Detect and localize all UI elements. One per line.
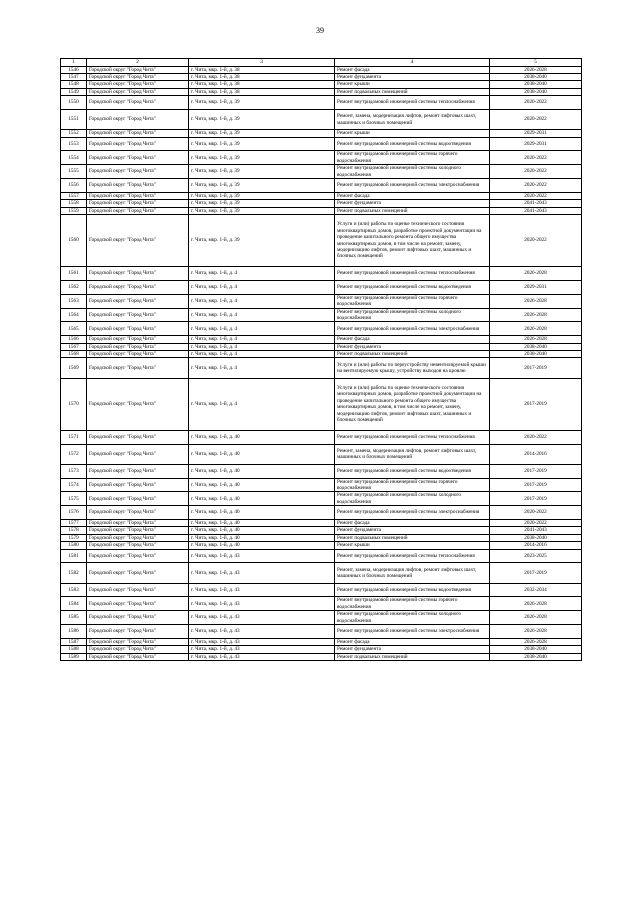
- address-cell: г. Чита, мкр. 1-й, д. 38: [189, 81, 335, 88]
- address-cell: г. Чита, мкр. 1-й, д. 39: [189, 192, 335, 199]
- table-row: [61, 542, 582, 549]
- municipality-cell: Городской округ "Город Чита": [87, 519, 189, 526]
- municipality-cell: Городской округ "Город Чита": [87, 378, 189, 430]
- municipality-cell: Городской округ "Город Чита": [87, 192, 189, 199]
- row-number-cell: 1553: [61, 137, 87, 151]
- period-cell: 2032-2034: [490, 583, 582, 597]
- municipality-cell: Городской округ "Город Чита": [87, 151, 189, 165]
- table-row: [61, 200, 582, 207]
- address-cell: г. Чита, мкр. 1-й, д. 39: [189, 207, 335, 214]
- address-cell: г. Чита, мкр. 1-й, д. 40: [189, 430, 335, 444]
- municipality-cell: Городской округ "Город Чита": [87, 294, 189, 308]
- work-type-cell: Ремонт подвальных помещений: [335, 653, 490, 660]
- row-number-cell: 1548: [61, 81, 87, 88]
- row-number-cell: 1554: [61, 151, 87, 165]
- municipality-cell: Городской округ "Город Чита": [87, 66, 189, 73]
- work-type-cell: Ремонт внутридомовой инженерной системы теплоснабжения: [335, 549, 490, 563]
- column-header: 1: [61, 59, 87, 67]
- table-row: [61, 88, 582, 95]
- address-cell: г. Чита, мкр. 1-й, д. 39: [189, 214, 335, 266]
- period-cell: 2017-2019: [490, 358, 582, 378]
- row-number-cell: 1574: [61, 478, 87, 492]
- municipality-cell: Городской округ "Город Чита": [87, 534, 189, 541]
- table-row: [61, 430, 582, 444]
- table-row: [61, 646, 582, 653]
- period-cell: 2038-2040: [490, 88, 582, 95]
- work-type-cell: Ремонт внутридомовой инженерной системы холодного водоснабжения: [335, 492, 490, 506]
- column-header: 2: [87, 59, 189, 67]
- work-type-cell: Ремонт крыши: [335, 130, 490, 137]
- address-cell: г. Чита, мкр. 1-й, д. 39: [189, 151, 335, 165]
- work-type-cell: Ремонт фасада: [335, 336, 490, 343]
- municipality-cell: Городской округ "Город Чита": [87, 597, 189, 611]
- address-cell: г. Чита, мкр. 1-й, д. 4: [189, 308, 335, 322]
- work-type-cell: Ремонт, замена, модернизация лифтов, ремонт лифтовых шахт, машинных и блочных помещений: [335, 444, 490, 464]
- row-number-cell: 1555: [61, 165, 87, 179]
- municipality-cell: Городской округ "Город Чита": [87, 130, 189, 137]
- period-cell: 2026-2028: [490, 624, 582, 638]
- municipality-cell: Городской округ "Город Чита": [87, 280, 189, 294]
- work-type-cell: Ремонт внутридомовой инженерной системы холодного водоснабжения: [335, 611, 490, 625]
- work-type-cell: Ремонт подвальных помещений: [335, 350, 490, 357]
- table-row: [61, 109, 582, 129]
- address-cell: г. Чита, мкр. 1-й, д. 4: [189, 336, 335, 343]
- table-row: [61, 358, 582, 378]
- address-cell: г. Чита, мкр. 1-й, д. 4: [189, 322, 335, 336]
- municipality-cell: Городской округ "Город Чита": [87, 308, 189, 322]
- address-cell: г. Чита, мкр. 1-й, д. 4: [189, 294, 335, 308]
- period-cell: 2017-2019: [490, 464, 582, 478]
- table-row: [61, 583, 582, 597]
- period-cell: 2026-2028: [490, 336, 582, 343]
- table-row: [61, 322, 582, 336]
- column-header: 3: [189, 59, 335, 67]
- period-cell: 2020-2022: [490, 109, 582, 129]
- period-cell: 2020-2022: [490, 506, 582, 520]
- work-type-cell: Ремонт внутридомовой инженерной системы горячего водоснабжения: [335, 597, 490, 611]
- period-cell: 2020-2022: [490, 165, 582, 179]
- work-type-cell: Ремонт фасада: [335, 519, 490, 526]
- row-number-cell: 1557: [61, 192, 87, 199]
- table-row: [61, 527, 582, 534]
- period-cell: 2020-2022: [490, 192, 582, 199]
- work-type-cell: Ремонт, замена, модернизация лифтов, ремонт лифтовых шахт, машинных и блочных помещений: [335, 563, 490, 583]
- row-number-cell: 1563: [61, 294, 87, 308]
- period-cell: 2026-2028: [490, 638, 582, 645]
- period-cell: 2017-2019: [490, 492, 582, 506]
- table-row: [61, 506, 582, 520]
- table-row: [61, 214, 582, 266]
- row-number-cell: 1589: [61, 653, 87, 660]
- row-number-cell: 1577: [61, 519, 87, 526]
- municipality-cell: Городской округ "Город Чита": [87, 200, 189, 207]
- row-number-cell: 1547: [61, 73, 87, 80]
- municipality-cell: Городской округ "Город Чита": [87, 81, 189, 88]
- table-body: [61, 66, 582, 661]
- row-number-cell: 1559: [61, 207, 87, 214]
- address-cell: г. Чита, мкр. 1-й, д. 40: [189, 444, 335, 464]
- table-row: [61, 549, 582, 563]
- address-cell: г. Чита, мкр. 1-й, д. 38: [189, 88, 335, 95]
- row-number-cell: 1584: [61, 597, 87, 611]
- row-number-cell: 1572: [61, 444, 87, 464]
- address-cell: г. Чита, мкр. 1-й, д. 43: [189, 549, 335, 563]
- municipality-cell: Городской округ "Город Чита": [87, 444, 189, 464]
- municipality-cell: Городской округ "Город Чита": [87, 638, 189, 645]
- municipality-cell: Городской округ "Город Чита": [87, 583, 189, 597]
- municipality-cell: Городской округ "Город Чита": [87, 207, 189, 214]
- row-number-cell: 1564: [61, 308, 87, 322]
- work-type-cell: Ремонт фундамента: [335, 200, 490, 207]
- municipality-cell: Городской округ "Город Чита": [87, 549, 189, 563]
- work-type-cell: Ремонт фундамента: [335, 646, 490, 653]
- period-cell: 2026-2028: [490, 611, 582, 625]
- address-cell: г. Чита, мкр. 1-й, д. 4: [189, 267, 335, 281]
- address-cell: г. Чита, мкр. 1-й, д. 40: [189, 464, 335, 478]
- work-type-cell: Ремонт внутридомовой инженерной системы теплоснабжения: [335, 430, 490, 444]
- table-row: [61, 280, 582, 294]
- address-cell: г. Чита, мкр. 1-й, д. 43: [189, 611, 335, 625]
- address-cell: г. Чита, мкр. 1-й, д. 38: [189, 66, 335, 73]
- address-cell: г. Чита, мкр. 1-й, д. 40: [189, 527, 335, 534]
- table-row: [61, 492, 582, 506]
- period-cell: 2038-2040: [490, 646, 582, 653]
- address-cell: г. Чита, мкр. 1-й, д. 39: [189, 165, 335, 179]
- row-number-cell: 1560: [61, 214, 87, 266]
- row-number-cell: 1583: [61, 583, 87, 597]
- table-row: [61, 653, 582, 660]
- row-number-cell: 1567: [61, 343, 87, 350]
- column-header: 5: [490, 59, 582, 67]
- period-cell: 2017-2019: [490, 563, 582, 583]
- municipality-cell: Городской округ "Город Чита": [87, 430, 189, 444]
- row-number-cell: 1586: [61, 624, 87, 638]
- municipality-cell: Городской округ "Город Чита": [87, 506, 189, 520]
- work-type-cell: Ремонт внутридомовой инженерной системы горячего водоснабжения: [335, 151, 490, 165]
- period-cell: 2041-2043: [490, 200, 582, 207]
- row-number-cell: 1587: [61, 638, 87, 645]
- municipality-cell: Городской округ "Город Чита": [87, 492, 189, 506]
- table-row: [61, 137, 582, 151]
- period-cell: 2041-2043: [490, 527, 582, 534]
- municipality-cell: Городской округ "Город Чита": [87, 646, 189, 653]
- work-type-cell: Ремонт подвальных помещений: [335, 207, 490, 214]
- period-cell: 2014-2016: [490, 542, 582, 549]
- row-number-cell: 1546: [61, 66, 87, 73]
- row-number-cell: 1552: [61, 130, 87, 137]
- table-row: [61, 624, 582, 638]
- row-number-cell: 1582: [61, 563, 87, 583]
- table-row: [61, 130, 582, 137]
- work-type-cell: Ремонт внутридомовой инженерной системы горячего водоснабжения: [335, 294, 490, 308]
- period-cell: 2014-2016: [490, 444, 582, 464]
- period-cell: 2020-2022: [490, 430, 582, 444]
- address-cell: г. Чита, мкр. 1-й, д. 40: [189, 506, 335, 520]
- period-cell: 2026-2028: [490, 267, 582, 281]
- period-cell: 2041-2043: [490, 207, 582, 214]
- work-type-cell: Ремонт внутридомовой инженерной системы электроснабжения: [335, 506, 490, 520]
- address-cell: г. Чита, мкр. 1-й, д. 39: [189, 200, 335, 207]
- row-number-cell: 1550: [61, 96, 87, 110]
- table-row: [61, 207, 582, 214]
- table-row: [61, 267, 582, 281]
- period-cell: 2038-2040: [490, 73, 582, 80]
- row-number-cell: 1570: [61, 378, 87, 430]
- work-type-cell: Ремонт внутридомовой инженерной системы теплоснабжения: [335, 96, 490, 110]
- table-row: [61, 378, 582, 430]
- address-cell: г. Чита, мкр. 1-й, д. 43: [189, 646, 335, 653]
- municipality-cell: Городской округ "Город Чита": [87, 178, 189, 192]
- address-cell: г. Чита, мкр. 1-й, д. 4: [189, 358, 335, 378]
- table-row: [61, 151, 582, 165]
- table-row: [61, 96, 582, 110]
- address-cell: г. Чита, мкр. 1-й, д. 43: [189, 653, 335, 660]
- address-cell: г. Чита, мкр. 1-й, д. 4: [189, 280, 335, 294]
- work-type-cell: Услуги и (или) работы по оценке технического состояния многоквартирных домов, разработке проектной документации на проведение капитального ремонта общего имущества многоквартирных домов, в том числе на ремонт, замену, модернизацию лифтов, ремонт лифтовых шахт, машинных и блочных помещений: [335, 214, 490, 266]
- address-cell: г. Чита, мкр. 1-й, д. 40: [189, 492, 335, 506]
- municipality-cell: Городской округ "Город Чита": [87, 96, 189, 110]
- work-type-cell: Ремонт фасада: [335, 192, 490, 199]
- row-number-cell: 1588: [61, 646, 87, 653]
- work-type-cell: Ремонт внутридомовой инженерной системы водоотведения: [335, 464, 490, 478]
- period-cell: 2029-2031: [490, 137, 582, 151]
- row-number-cell: 1573: [61, 464, 87, 478]
- address-cell: г. Чита, мкр. 1-й, д. 43: [189, 638, 335, 645]
- address-cell: г. Чита, мкр. 1-й, д. 43: [189, 624, 335, 638]
- municipality-cell: Городской округ "Город Чита": [87, 358, 189, 378]
- period-cell: 2038-2040: [490, 534, 582, 541]
- address-cell: г. Чита, мкр. 1-й, д. 43: [189, 597, 335, 611]
- municipality-cell: Городской округ "Город Чита": [87, 137, 189, 151]
- municipality-cell: Городской округ "Город Чита": [87, 542, 189, 549]
- work-type-cell: Ремонт внутридомовой инженерной системы электроснабжения: [335, 178, 490, 192]
- period-cell: 2020-2022: [490, 178, 582, 192]
- address-cell: г. Чита, мкр. 1-й, д. 43: [189, 563, 335, 583]
- table-row: [61, 444, 582, 464]
- row-number-cell: 1562: [61, 280, 87, 294]
- work-type-cell: Ремонт фундамента: [335, 343, 490, 350]
- table-row: [61, 343, 582, 350]
- column-header: 4: [335, 59, 490, 67]
- row-number-cell: 1556: [61, 178, 87, 192]
- address-cell: г. Чита, мкр. 1-й, д. 40: [189, 478, 335, 492]
- row-number-cell: 1568: [61, 350, 87, 357]
- work-type-cell: Ремонт внутридомовой инженерной системы теплоснабжения: [335, 267, 490, 281]
- table-row: [61, 81, 582, 88]
- address-cell: г. Чита, мкр. 1-й, д. 40: [189, 534, 335, 541]
- period-cell: 2038-2040: [490, 81, 582, 88]
- table-row: [61, 478, 582, 492]
- table-row: [61, 464, 582, 478]
- row-number-cell: 1561: [61, 267, 87, 281]
- table-row: [61, 638, 582, 645]
- row-number-cell: 1579: [61, 534, 87, 541]
- row-number-cell: 1576: [61, 506, 87, 520]
- work-type-cell: Ремонт крыши: [335, 542, 490, 549]
- municipality-cell: Городской округ "Город Чита": [87, 343, 189, 350]
- work-type-cell: Ремонт крыши: [335, 81, 490, 88]
- work-type-cell: Ремонт внутридомовой инженерной системы холодного водоснабжения: [335, 308, 490, 322]
- period-cell: 2026-2028: [490, 66, 582, 73]
- address-cell: г. Чита, мкр. 1-й, д. 4: [189, 350, 335, 357]
- work-type-cell: Услуги и (или) работы по переустройству невентилируемой крыши на вентилируемую крышу, устройству выходов на кровлю: [335, 358, 490, 378]
- registry-table: [60, 58, 582, 661]
- municipality-cell: Городской округ "Город Чита": [87, 109, 189, 129]
- municipality-cell: Городской округ "Город Чита": [87, 624, 189, 638]
- row-number-cell: 1569: [61, 358, 87, 378]
- table-row: [61, 192, 582, 199]
- table-row: [61, 597, 582, 611]
- address-cell: г. Чита, мкр. 1-й, д. 39: [189, 130, 335, 137]
- table-row: [61, 73, 582, 80]
- period-cell: 2029-2031: [490, 130, 582, 137]
- work-type-cell: Ремонт фасада: [335, 638, 490, 645]
- row-number-cell: 1558: [61, 200, 87, 207]
- table-row: [61, 519, 582, 526]
- address-cell: г. Чита, мкр. 1-й, д. 4: [189, 378, 335, 430]
- row-number-cell: 1565: [61, 322, 87, 336]
- address-cell: г. Чита, мкр. 1-й, д. 39: [189, 96, 335, 110]
- row-number-cell: 1585: [61, 611, 87, 625]
- period-cell: 2026-2028: [490, 294, 582, 308]
- row-number-cell: 1578: [61, 527, 87, 534]
- work-type-cell: Ремонт, замена, модернизация лифтов, ремонт лифтовых шахт, машинных и блочных помещений: [335, 109, 490, 129]
- address-cell: г. Чита, мкр. 1-й, д. 43: [189, 583, 335, 597]
- municipality-cell: Городской округ "Город Чита": [87, 322, 189, 336]
- municipality-cell: Городской округ "Город Чита": [87, 165, 189, 179]
- address-cell: г. Чита, мкр. 1-й, д. 38: [189, 73, 335, 80]
- municipality-cell: Городской округ "Город Чита": [87, 336, 189, 343]
- period-cell: 2020-2022: [490, 151, 582, 165]
- period-cell: 2026-2028: [490, 322, 582, 336]
- table-row: [61, 534, 582, 541]
- address-cell: г. Чита, мкр. 1-й, д. 39: [189, 109, 335, 129]
- row-number-cell: 1571: [61, 430, 87, 444]
- table-header: [61, 59, 582, 67]
- table-row: [61, 178, 582, 192]
- table-row: [61, 563, 582, 583]
- period-cell: 2020-2022: [490, 519, 582, 526]
- row-number-cell: 1581: [61, 549, 87, 563]
- table-row: [61, 165, 582, 179]
- period-cell: 2038-2040: [490, 343, 582, 350]
- work-type-cell: Ремонт внутридомовой инженерной системы электроснабжения: [335, 322, 490, 336]
- period-cell: 2029-2031: [490, 280, 582, 294]
- work-type-cell: Ремонт внутридомовой инженерной системы горячего водоснабжения: [335, 478, 490, 492]
- work-type-cell: Ремонт фундамента: [335, 527, 490, 534]
- address-cell: г. Чита, мкр. 1-й, д. 4: [189, 343, 335, 350]
- work-type-cell: Ремонт внутридомовой инженерной системы водоотведения: [335, 137, 490, 151]
- period-cell: 2020-2022: [490, 214, 582, 266]
- work-type-cell: Ремонт внутридомовой инженерной системы электроснабжения: [335, 624, 490, 638]
- address-cell: г. Чита, мкр. 1-й, д. 40: [189, 519, 335, 526]
- work-type-cell: Ремонт внутридомовой инженерной системы водоотведения: [335, 280, 490, 294]
- row-number-cell: 1580: [61, 542, 87, 549]
- municipality-cell: Городской округ "Город Чита": [87, 527, 189, 534]
- period-cell: 2038-2040: [490, 653, 582, 660]
- table-row: [61, 66, 582, 73]
- period-cell: 2026-2028: [490, 597, 582, 611]
- municipality-cell: Городской округ "Город Чита": [87, 611, 189, 625]
- municipality-cell: Городской округ "Город Чита": [87, 88, 189, 95]
- period-cell: 2026-2028: [490, 308, 582, 322]
- work-type-cell: Ремонт внутридомовой инженерной системы холодного водоснабжения: [335, 165, 490, 179]
- period-cell: 2023-2025: [490, 549, 582, 563]
- row-number-cell: 1551: [61, 109, 87, 129]
- table-row: [61, 294, 582, 308]
- work-type-cell: Ремонт фундамента: [335, 73, 490, 80]
- municipality-cell: Городской округ "Город Чита": [87, 214, 189, 266]
- municipality-cell: Городской округ "Город Чита": [87, 464, 189, 478]
- work-type-cell: Ремонт фасада: [335, 66, 490, 73]
- work-type-cell: Услуги и (или) работы по оценке технического состояния многоквартирных домов, разработке проектной документации на проведение капитального ремонта общего имущества многоквартирных домов, в том числе на ремонт, замену, модернизацию лифтов, ремонт лифтовых шахт, машинных и блочных помещений: [335, 378, 490, 430]
- header-row: [61, 59, 582, 67]
- period-cell: 2020-2022: [490, 96, 582, 110]
- municipality-cell: Городской округ "Город Чита": [87, 478, 189, 492]
- period-cell: 2038-2040: [490, 350, 582, 357]
- municipality-cell: Городской округ "Город Чита": [87, 350, 189, 357]
- table-row: [61, 336, 582, 343]
- municipality-cell: Городской округ "Город Чита": [87, 653, 189, 660]
- work-type-cell: Ремонт подвальных помещений: [335, 534, 490, 541]
- work-type-cell: Ремонт подвальных помещений: [335, 88, 490, 95]
- municipality-cell: Городской округ "Город Чита": [87, 563, 189, 583]
- period-cell: 2017-2019: [490, 378, 582, 430]
- row-number-cell: 1566: [61, 336, 87, 343]
- page-number: 39: [316, 26, 324, 35]
- table-row: [61, 350, 582, 357]
- period-cell: 2017-2019: [490, 478, 582, 492]
- municipality-cell: Городской округ "Город Чита": [87, 73, 189, 80]
- address-cell: г. Чита, мкр. 1-й, д. 39: [189, 137, 335, 151]
- table-row: [61, 611, 582, 625]
- work-type-cell: Ремонт внутридомовой инженерной системы водоотведения: [335, 583, 490, 597]
- address-cell: г. Чита, мкр. 1-й, д. 40: [189, 542, 335, 549]
- row-number-cell: 1575: [61, 492, 87, 506]
- municipality-cell: Городской округ "Город Чита": [87, 267, 189, 281]
- row-number-cell: 1549: [61, 88, 87, 95]
- table-row: [61, 308, 582, 322]
- address-cell: г. Чита, мкр. 1-й, д. 39: [189, 178, 335, 192]
